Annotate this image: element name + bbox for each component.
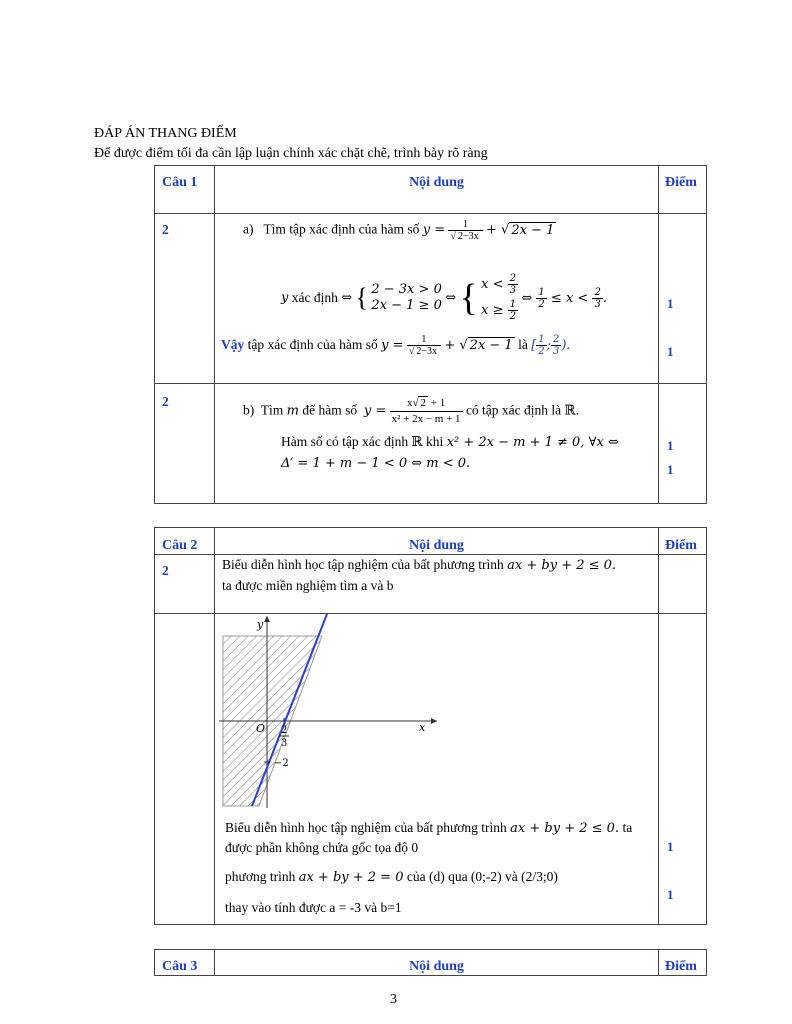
q2-number: 2 [162, 563, 169, 578]
x-axis-arrow-icon [431, 718, 437, 724]
q1b-number: 2 [162, 394, 169, 409]
q1a-condition: y xác định ⇔ { 2 − 3x > 0 2x − 1 ≥ 0 ⇔ { x < $\frac{2}{3}$ x ≥ $\frac{1}{2}$ ⇔ $\frac{1}{2}$ ≤ x < $\frac{2}{3}$ . [281, 273, 607, 322]
q2-col-points: Điểm [665, 538, 697, 553]
q2-col-question: Câu 2 [162, 538, 198, 553]
q1-row-a [155, 214, 707, 384]
q1b-line-1: Hàm số có tập xác định ℝ khi x² + 2x − m + 1 ≠ 0, ∀x ⇔ [281, 434, 619, 450]
y-axis-arrow-icon [264, 616, 270, 622]
q1b-point-2: 1 [667, 462, 674, 477]
q1-col-content: Nội dung [409, 175, 464, 190]
q1a-prompt: a) Tìm tập xác định của hàm số y = $\frac{1}{√ 2-3x}$ + √ 2x − 1 [243, 219, 555, 242]
q3-col-content: Nội dung [409, 959, 464, 974]
y-intercept-label: −2 [274, 758, 289, 769]
q1b-prompt: b) Tìm m để hàm số y = $\frac{x√ 2 + 1}{\text{x² + 2x − m + 1}}$ có tập xác định là ℝ. [243, 397, 580, 425]
question-1-table [154, 165, 707, 504]
q2-answer-line-1: Biểu diễn hình học tập nghiệm của bất phương trình ax + by + 2 ≤ 0. ta [225, 820, 633, 836]
q2-col-content: Nội dung [409, 538, 464, 553]
q3-col-points: Điểm [665, 959, 697, 974]
q2-point-1: 1 [667, 839, 674, 854]
answer-key-subtitle: Để được điểm tối đa cần lập luận chính xác chặt chẽ, trình bày rõ ràng [94, 146, 488, 161]
q1b-line-2: Δ′ = 1 + m − 1 < 0 ⇔ m < 0. [281, 456, 471, 471]
q2-point-2: 1 [667, 887, 674, 902]
answer-key-title: ĐÁP ÁN THANG ĐIỂM [94, 126, 237, 141]
page-number: 3 [390, 992, 397, 1007]
q2-answer-line-4: thay vào tính được a = -3 và b=1 [225, 900, 402, 915]
solution-region-graph [219, 614, 449, 810]
q1a-number: 2 [162, 222, 169, 237]
question-2-table [154, 527, 707, 925]
x-intercept-num: 2 [281, 725, 288, 736]
q2-answer-line-3: phương trình ax + by + 2 = 0 của (d) qua (0;-2) và (2/3;0) [225, 869, 558, 885]
q1-row-b [155, 384, 707, 504]
q3-col-question: Câu 3 [162, 959, 198, 974]
q2-answer-line-2: được phần không chứa gốc tọa độ 0 [225, 840, 419, 855]
q2-prompt-line-2: ta được miền nghiệm tìm a và b [222, 578, 394, 593]
question-3-table [154, 949, 707, 976]
q1a-point-1: 1 [667, 296, 674, 311]
q2-prompt-line-1: Biểu diễn hình học tập nghiệm của bất phương trình ax + by + 2 ≤ 0. [222, 557, 617, 573]
q1b-point-1: 1 [667, 438, 674, 453]
y-axis-label: y [257, 618, 264, 631]
x-axis-label: x [419, 721, 426, 734]
q2-row-prompt [155, 555, 707, 614]
origin-label: O [256, 722, 266, 735]
q1-col-points: Điểm [665, 175, 697, 190]
q1-col-question: Câu 1 [162, 175, 198, 190]
q1a-conclusion: Vậy tập xác định của hàm số y = $\frac{1}{√ 2-3x}$ + √ 2x − 1 là [ $\frac{1}{2}$ ; $\frac{2}{3}$ ). [221, 334, 570, 358]
q1a-point-2: 1 [667, 344, 674, 359]
q2-row-answer [155, 614, 707, 925]
x-intercept-den: 3 [281, 738, 288, 749]
